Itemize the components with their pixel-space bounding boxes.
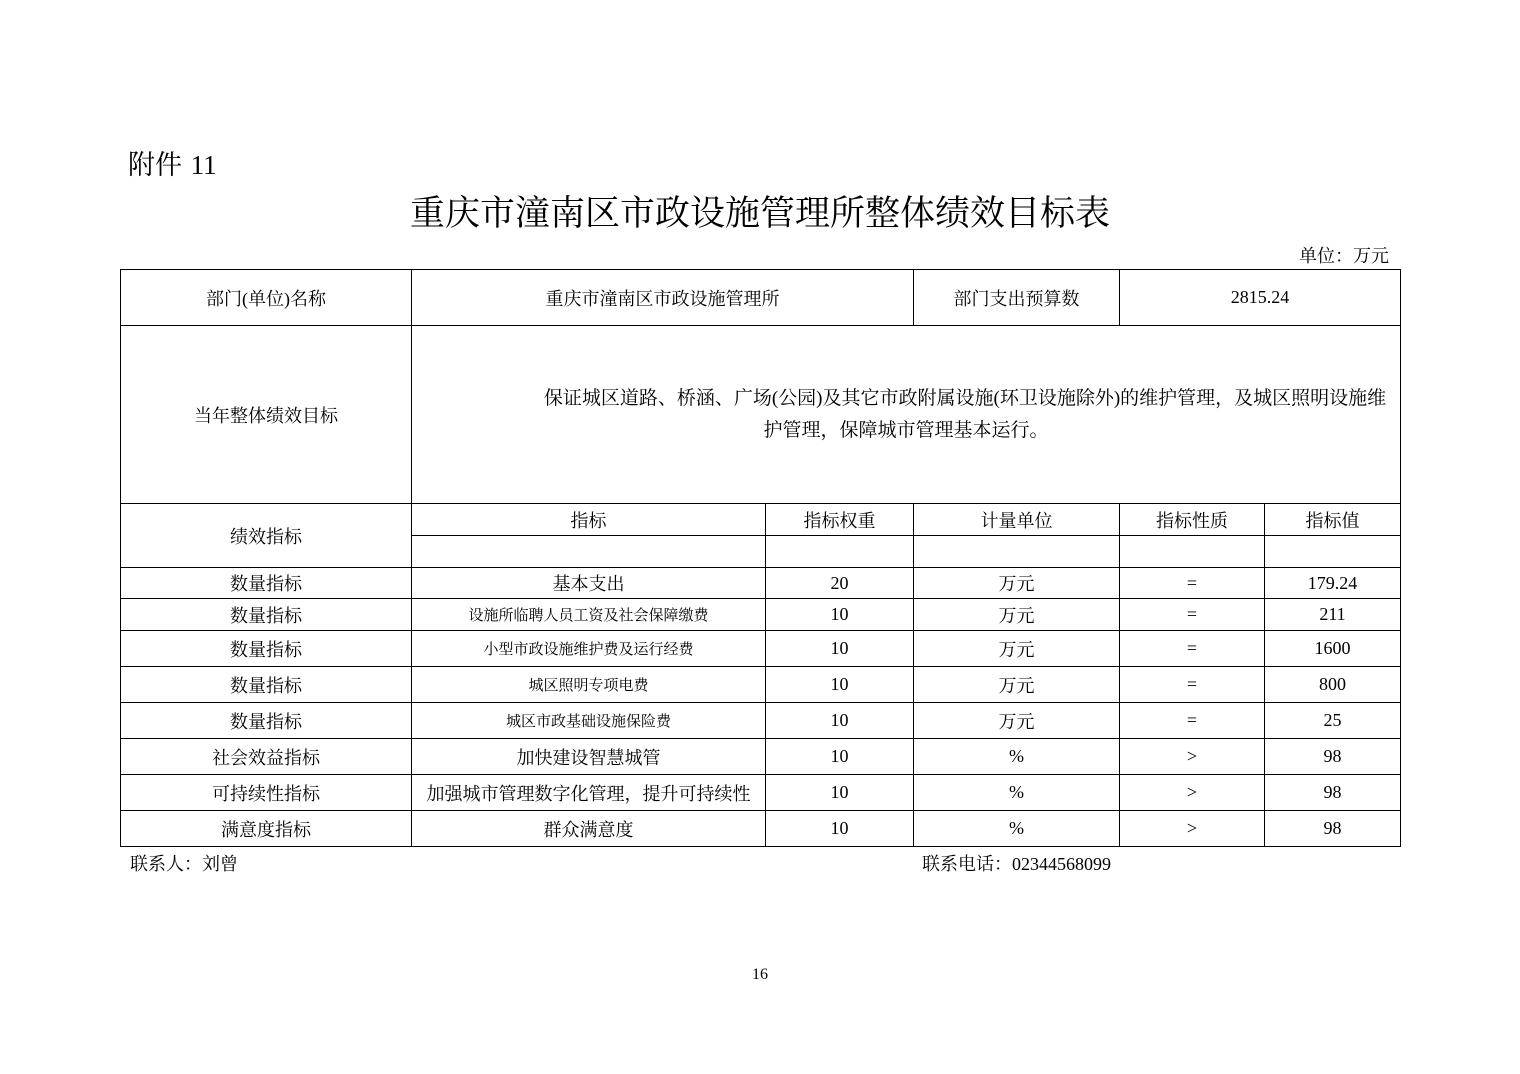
indicator-header-row (121, 504, 1401, 536)
indicator-type: 满意度指标 (121, 811, 412, 847)
column-header: 指标 (412, 504, 766, 536)
indicator-value: 179.24 (1265, 568, 1401, 599)
page-title: 重庆市潼南区市政设施管理所整体绩效目标表 (409, 194, 1110, 234)
indicator-name: 城区市政基础设施保险费 (412, 703, 766, 739)
table-row (121, 739, 1401, 775)
page-number: 16 (752, 966, 768, 983)
indicator-type: 数量指标 (121, 703, 412, 739)
indicator-type: 可持续性指标 (121, 775, 412, 811)
indicator-value: 211 (1265, 599, 1401, 631)
performance-table (120, 269, 1401, 847)
dept-value-cell: 重庆市潼南区市政设施管理所 (412, 270, 914, 326)
indicator-unit: 万元 (914, 631, 1120, 667)
budget-label-cell: 部门支出预算数 (914, 270, 1120, 326)
dept-label-cell: 部门(单位)名称 (121, 270, 412, 326)
attachment-number: 11 (190, 150, 217, 180)
indicator-weight: 10 (766, 599, 914, 631)
table-row (121, 775, 1401, 811)
indicator-value: 98 (1265, 739, 1401, 775)
column-header: 指标权重 (766, 504, 914, 536)
table-row (121, 667, 1401, 703)
indicator-type: 数量指标 (121, 631, 412, 667)
table-row (121, 703, 1401, 739)
indicator-weight: 10 (766, 739, 914, 775)
goal-text-cell (412, 326, 1401, 504)
indicator-type: 数量指标 (121, 568, 412, 599)
indicator-weight: 20 (766, 568, 914, 599)
indicator-unit: 万元 (914, 599, 1120, 631)
indicator-nature: > (1120, 775, 1265, 811)
indicator-name: 城区照明专项电费 (412, 667, 766, 703)
unit-label: 单位：万元 (1299, 246, 1389, 266)
indicator-name: 设施所临聘人员工资及社会保障缴费 (412, 599, 766, 631)
empty-cell (1120, 536, 1265, 568)
indicator-unit: 万元 (914, 703, 1120, 739)
indicator-name: 群众满意度 (412, 811, 766, 847)
indicator-value: 25 (1265, 703, 1401, 739)
goal-label-cell: 当年整体绩效目标 (121, 326, 412, 504)
indicator-unit: % (914, 775, 1120, 811)
indicator-value: 98 (1265, 811, 1401, 847)
indicator-weight: 10 (766, 703, 914, 739)
indicators-section-label: 绩效指标 (121, 504, 412, 568)
attachment-text: 附件 (128, 150, 182, 181)
empty-cell (914, 536, 1120, 568)
contact-phone: 联系电话：02344568099 (922, 854, 1111, 874)
indicator-weight: 10 (766, 667, 914, 703)
indicator-name: 加快建设智慧城管 (412, 739, 766, 775)
indicator-weight: 10 (766, 631, 914, 667)
indicator-value: 1600 (1265, 631, 1401, 667)
column-header: 指标值 (1265, 504, 1401, 536)
indicator-value: 800 (1265, 667, 1401, 703)
budget-value-cell: 2815.24 (1120, 270, 1401, 326)
indicator-nature: = (1120, 631, 1265, 667)
indicator-nature: = (1120, 599, 1265, 631)
indicator-type: 社会效益指标 (121, 739, 412, 775)
column-header: 指标性质 (1120, 504, 1265, 536)
indicator-nature: = (1120, 703, 1265, 739)
indicator-name: 基本支出 (412, 568, 766, 599)
indicator-name: 小型市政设施维护费及运行经费 (412, 631, 766, 667)
indicator-nature: = (1120, 568, 1265, 599)
table-row (121, 811, 1401, 847)
indicator-unit: 万元 (914, 667, 1120, 703)
indicator-weight: 10 (766, 775, 914, 811)
column-header: 计量单位 (914, 504, 1120, 536)
indicator-nature: > (1120, 739, 1265, 775)
indicator-unit: 万元 (914, 568, 1120, 599)
header-row (121, 270, 1401, 326)
empty-cell (412, 536, 766, 568)
goal-row (121, 326, 1401, 504)
indicator-nature: = (1120, 667, 1265, 703)
table-row (121, 631, 1401, 667)
indicator-unit: % (914, 739, 1120, 775)
goal-text: 保证城区道路、桥涵、广场(公园)及其它市政附属设施(环卫设施除外)的维护管理，及城区照明设施维护管理，保障城市管理基本运行。 (543, 387, 1387, 441)
indicator-name: 加强城市管理数字化管理，提升可持续性 (412, 775, 766, 811)
indicator-value: 98 (1265, 775, 1401, 811)
indicator-weight: 10 (766, 811, 914, 847)
indicator-nature: > (1120, 811, 1265, 847)
table-row (121, 568, 1401, 599)
indicator-type: 数量指标 (121, 667, 412, 703)
empty-cell (1265, 536, 1401, 568)
contact-person: 联系人：刘曾 (130, 854, 238, 874)
table-row (121, 599, 1401, 631)
indicator-unit: % (914, 811, 1120, 847)
empty-cell (766, 536, 914, 568)
attachment-label (128, 143, 217, 182)
indicator-type: 数量指标 (121, 599, 412, 631)
